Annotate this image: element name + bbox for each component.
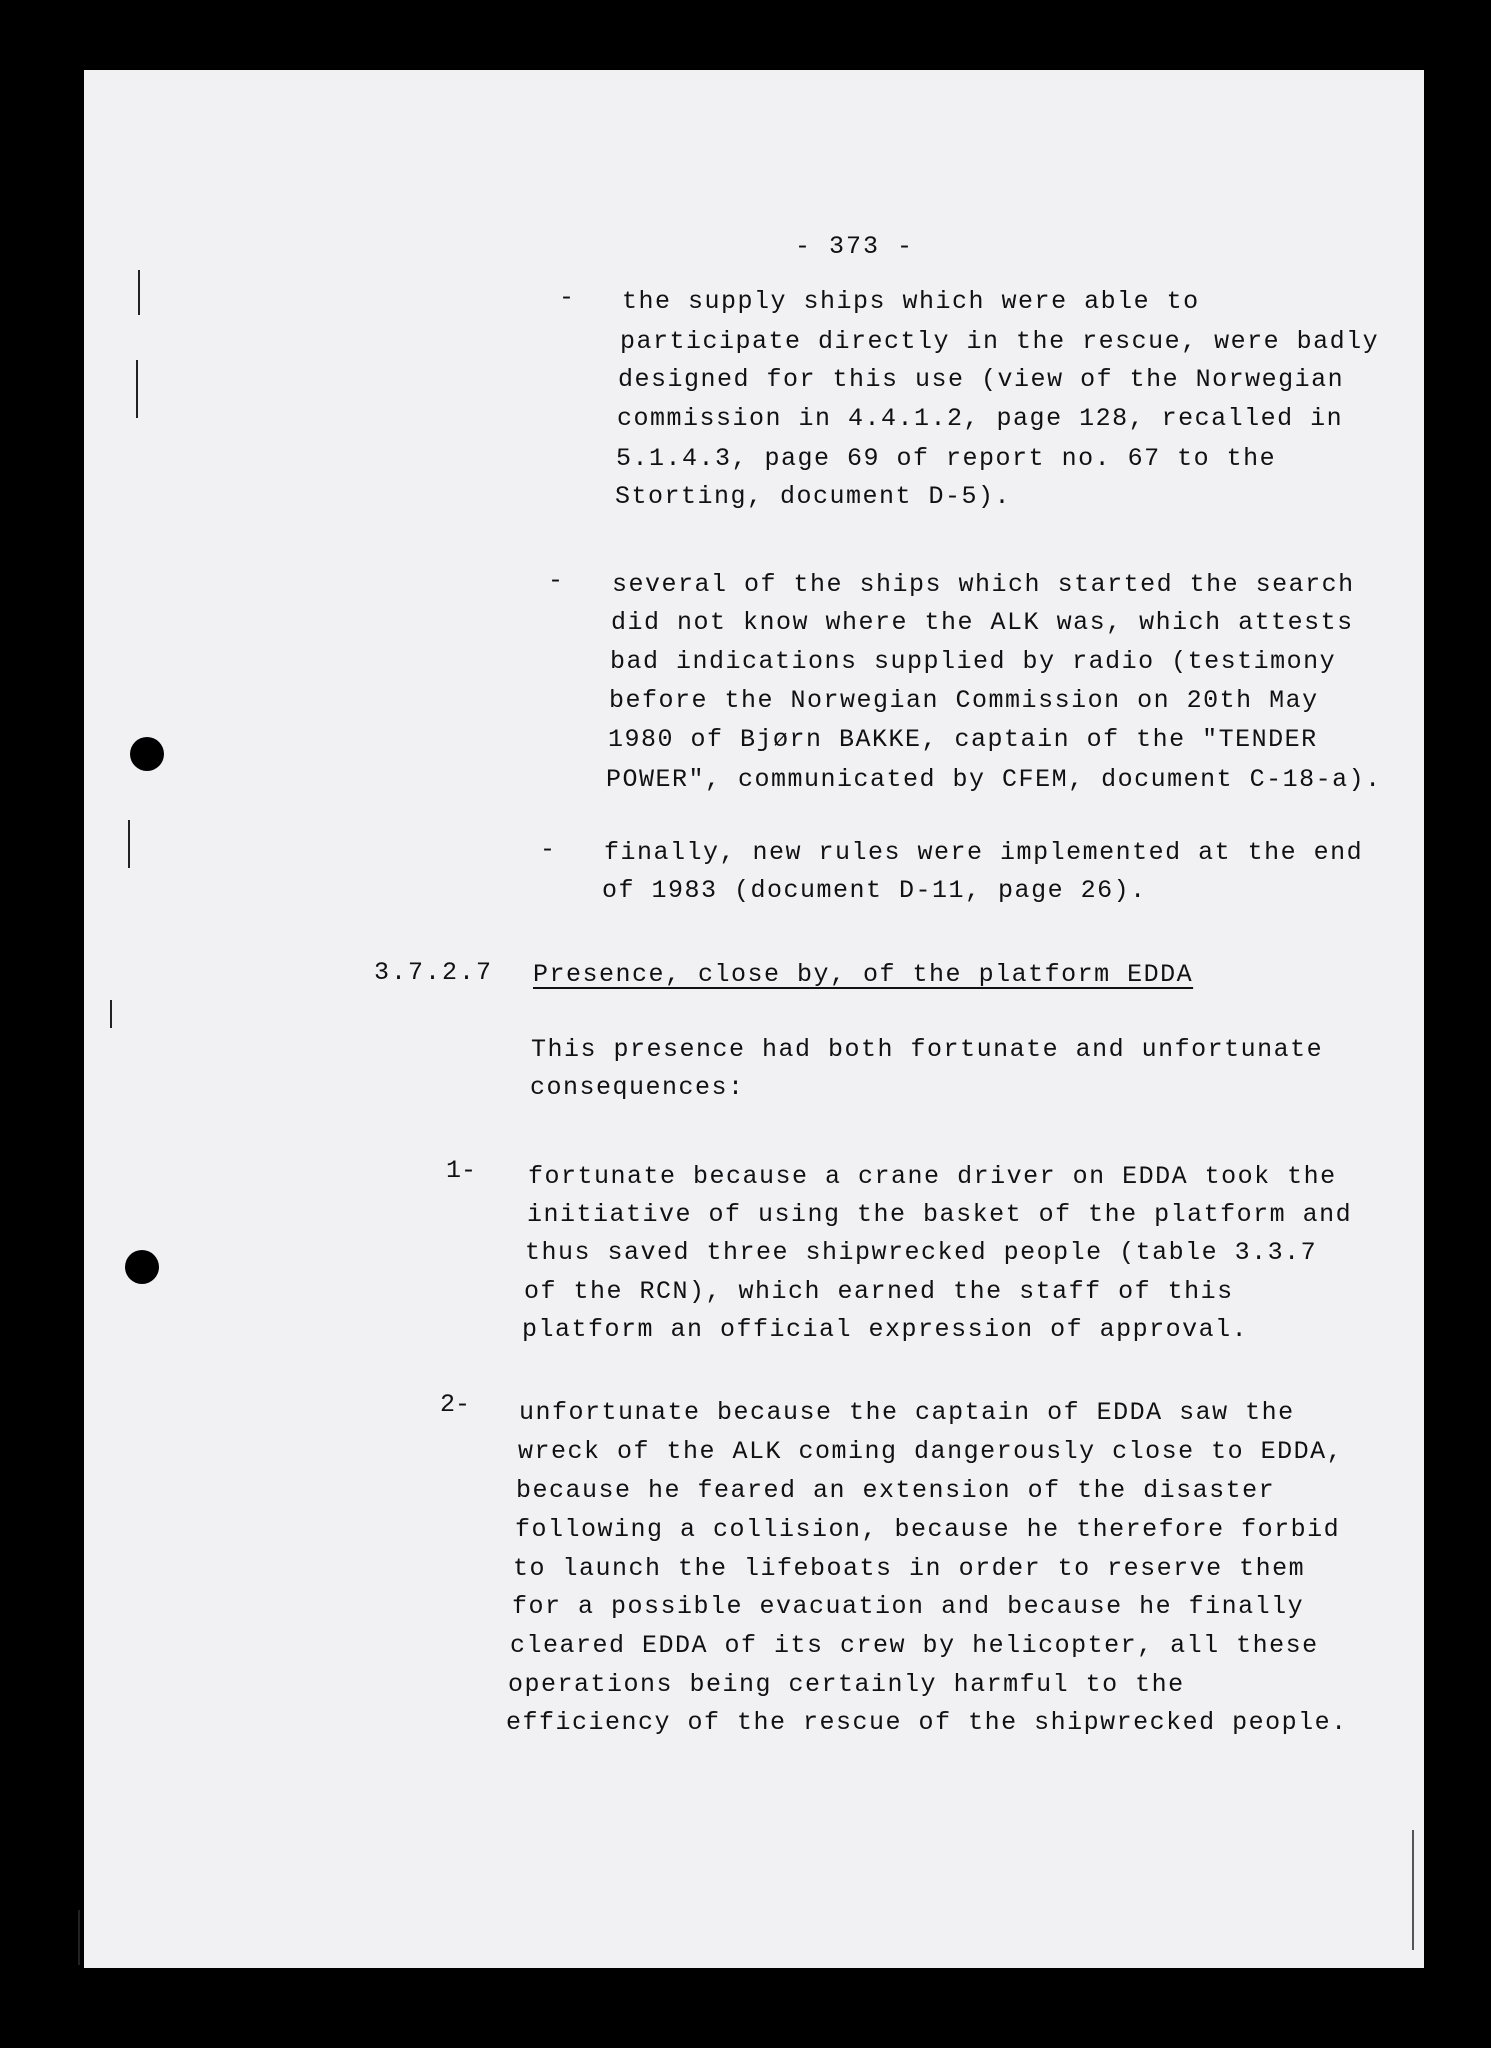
item-line: fortunate because a crane driver on EDDA took the <box>528 1162 1337 1191</box>
item-line: cleared EDDA of its crew by helicopter, all these <box>510 1631 1319 1660</box>
bullet-dash: - <box>548 566 564 595</box>
margin-mark <box>138 270 140 315</box>
bullet-line: several of the ships which started the search <box>612 570 1355 599</box>
item-line: initiative of using the basket of the platform and <box>527 1200 1353 1229</box>
bullet-line: commission in 4.4.1.2, page 128, recalled in <box>617 404 1344 433</box>
item-line: efficiency of the rescue of the shipwrecked people. <box>506 1708 1348 1737</box>
bullet-line: the supply ships which were able to <box>622 287 1200 316</box>
bullet-line: of 1983 (document D-11, page 26). <box>602 876 1147 905</box>
item-line: thus saved three shipwrecked people (table 3.3.7 <box>525 1238 1318 1267</box>
page-number: - 373 - <box>795 232 915 261</box>
punch-hole-bottom <box>125 1250 159 1284</box>
item-number: 1- <box>446 1156 477 1185</box>
item-line: unfortunate because the captain of EDDA saw the <box>519 1398 1295 1427</box>
item-line: of the RCN), which earned the staff of this <box>524 1277 1234 1306</box>
bullet-dash: - <box>540 835 556 864</box>
section-title: Presence, close by, of the platform EDDA <box>533 960 1194 989</box>
bullet-line: Storting, document D-5). <box>615 482 1012 511</box>
bullet-line: finally, new rules were implemented at the end <box>604 838 1364 867</box>
bullet-line: bad indications supplied by radio (testimony <box>610 647 1337 676</box>
item-line: because he feared an extension of the disaster <box>516 1476 1276 1505</box>
bullet-dash: - <box>559 283 575 312</box>
bullet-line: before the Norwegian Commission on 20th May <box>609 686 1319 715</box>
item-line: for a possible evacuation and because he finally <box>512 1592 1305 1621</box>
section-number: 3.7.2.7 <box>374 958 494 987</box>
item-number: 2- <box>440 1390 471 1419</box>
item-line: platform an official expression of approval. <box>522 1315 1249 1344</box>
item-line: following a collision, because he therefore forbid <box>515 1515 1341 1544</box>
bullet-line: designed for this use (view of the Norwegian <box>618 365 1345 394</box>
bullet-line: 1980 of Bjørn BAKKE, captain of the "TENDER <box>608 725 1318 754</box>
item-line: to launch the lifeboats in order to reserve them <box>513 1554 1306 1583</box>
bullet-line: 5.1.4.3, page 69 of report no. 67 to the <box>616 444 1277 473</box>
item-line: wreck of the ALK coming dangerously close to EDDA, <box>518 1437 1344 1466</box>
section-intro-line: consequences: <box>530 1073 745 1102</box>
section-intro-line: This presence had both fortunate and unfortunate <box>531 1035 1324 1064</box>
item-line: operations being certainly harmful to the <box>508 1670 1185 1699</box>
right-edge-mark <box>1412 1830 1414 1950</box>
bullet-line: did not know where the ALK was, which attests <box>611 608 1354 637</box>
margin-mark <box>110 1000 112 1028</box>
margin-mark <box>128 820 130 868</box>
bullet-line: POWER", communicated by CFEM, document C-18-a). <box>606 765 1382 794</box>
margin-mark <box>78 1910 80 1965</box>
punch-hole-top <box>130 737 164 771</box>
margin-mark <box>136 360 138 418</box>
document-page <box>84 70 1424 1968</box>
bullet-line: participate directly in the rescue, were badly <box>620 327 1380 356</box>
